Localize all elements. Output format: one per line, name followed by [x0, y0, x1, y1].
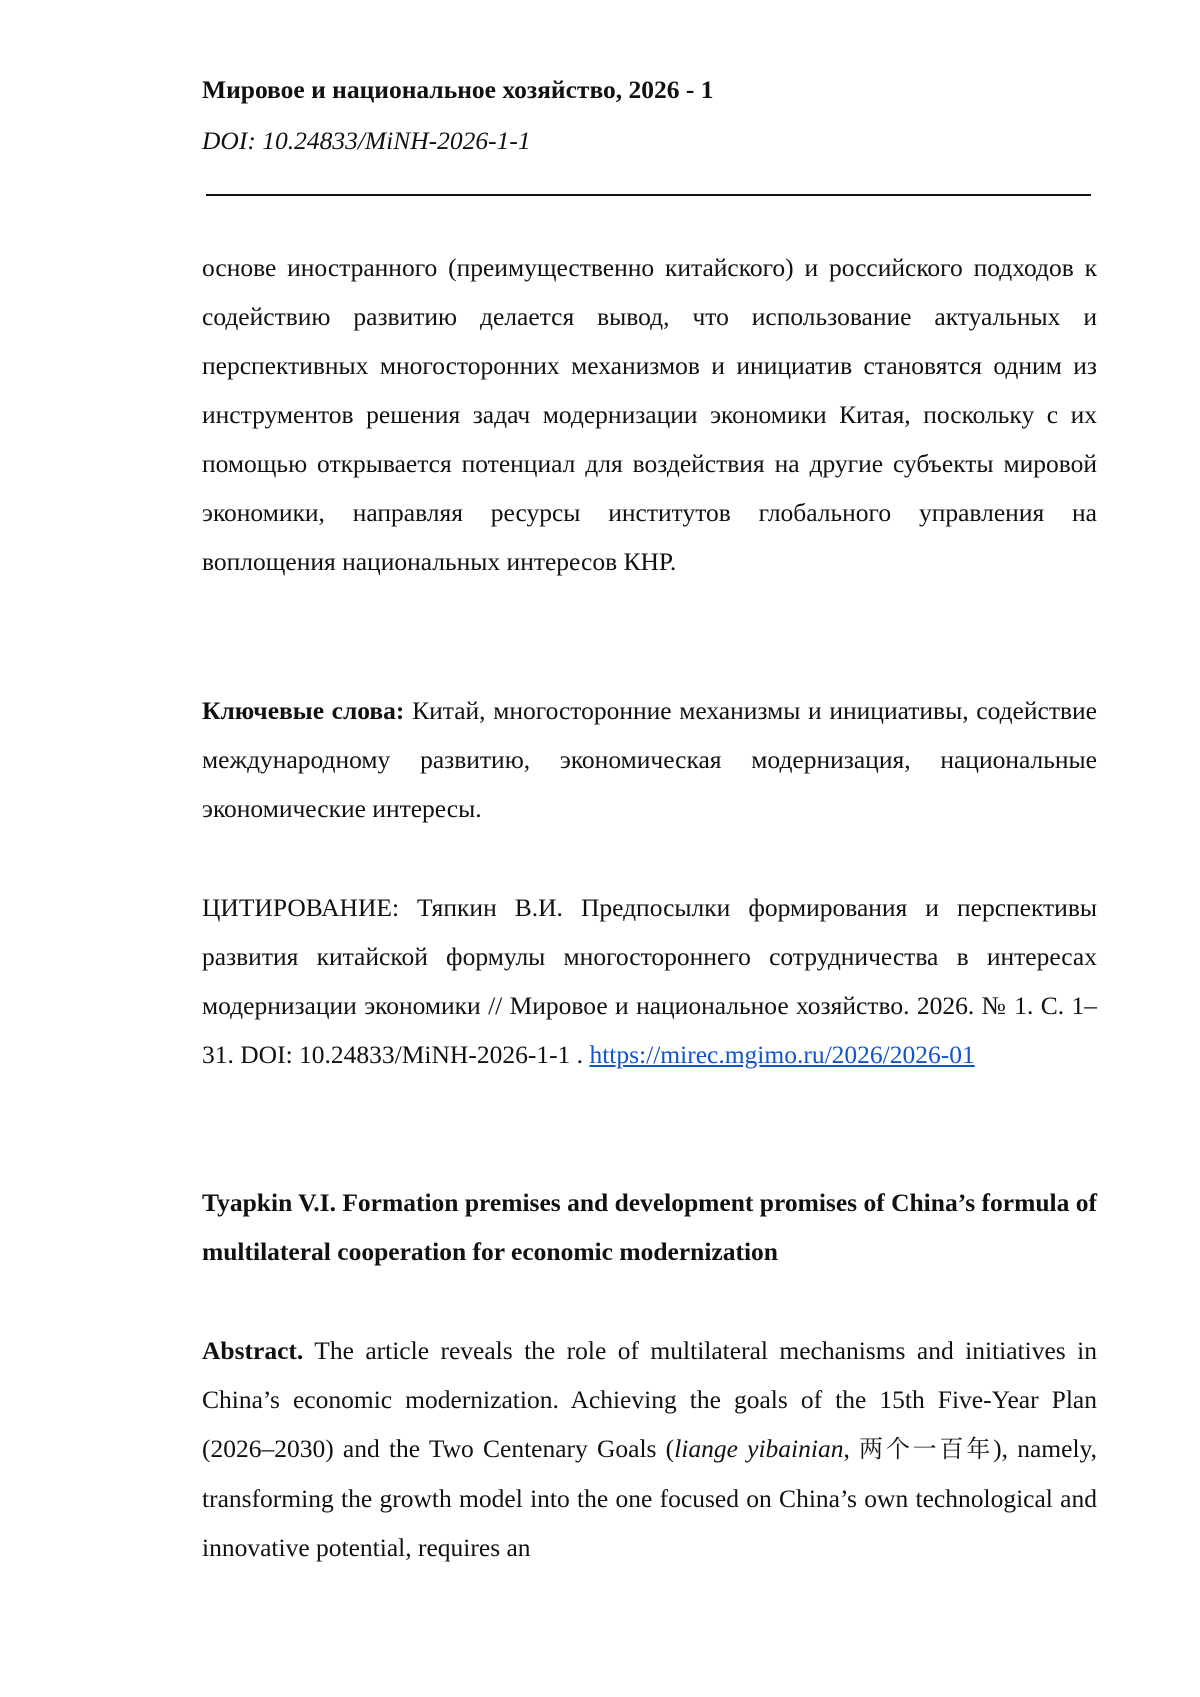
- abstract-en-term-italic: liange yibainian: [674, 1434, 844, 1463]
- abstract-en-separator: ,: [843, 1434, 860, 1463]
- citation-paragraph: [202, 883, 1097, 1079]
- abstract-en-part1: The article reveals the role of multilateral mechanisms and initiatives in China’s economic modernization. Achieving the goals of the 15th Five-Year Plan (2026–2030) and the Two Centenary Goals (: [202, 1336, 1097, 1463]
- abstract-ru-paragraph: основе иностранного (преимущественно китайского) и российского подходов к содействию развитию делается вывод, что использование актуальных и перспективных многосторонних механизмов и инициатив становятся одним из инструментов решения задач модернизации экономики Китая, поскольку с их помощью открывается потенциал для воздействия на другие субъекты мировой экономики, направляя ресурсы институтов глобального управления на воплощения национальных интересов КНР.: [202, 253, 1097, 576]
- journal-title: Мировое и национальное хозяйство, 2026 - 1: [202, 75, 714, 104]
- header-divider: [206, 194, 1091, 196]
- keywords-label: Ключевые слова:: [202, 696, 405, 725]
- doi-line: DOI: 10.24833/MiNH-2026-1-1: [202, 126, 531, 155]
- citation-link[interactable]: https://mirec.mgimo.ru/2026/2026-01: [589, 1040, 975, 1069]
- abstract-en-paragraph: [202, 1326, 1097, 1572]
- abstract-en-label: Abstract.: [202, 1336, 304, 1365]
- citation-text: ЦИТИРОВАНИЕ: Тяпкин В.И. Предпосылки формирования и перспективы развития китайской формулы многостороннего сотрудничества в интересах модернизации экономики // Мировое и национальное хозяйство. 2026. № 1. С. 1–31. DOI: 10.24833/MiNH-2026-1-1 .: [202, 893, 1097, 1069]
- keywords-paragraph: [202, 686, 1097, 833]
- keywords-text: Китай, многосторонние механизмы и инициативы, содействие международному развитию, экономическая модернизация, национальные экономические интересы.: [202, 696, 1097, 823]
- english-title: Tyapkin V.I. Formation premises and development promises of China’s formula of multilateral cooperation for economic modernization: [202, 1188, 1097, 1266]
- abstract-en-part2: ), namely, transforming the growth model into the one focused on China’s own technological and innovative potential, requires an: [202, 1434, 1097, 1562]
- abstract-en-term-chinese: 两个一百年: [859, 1435, 994, 1463]
